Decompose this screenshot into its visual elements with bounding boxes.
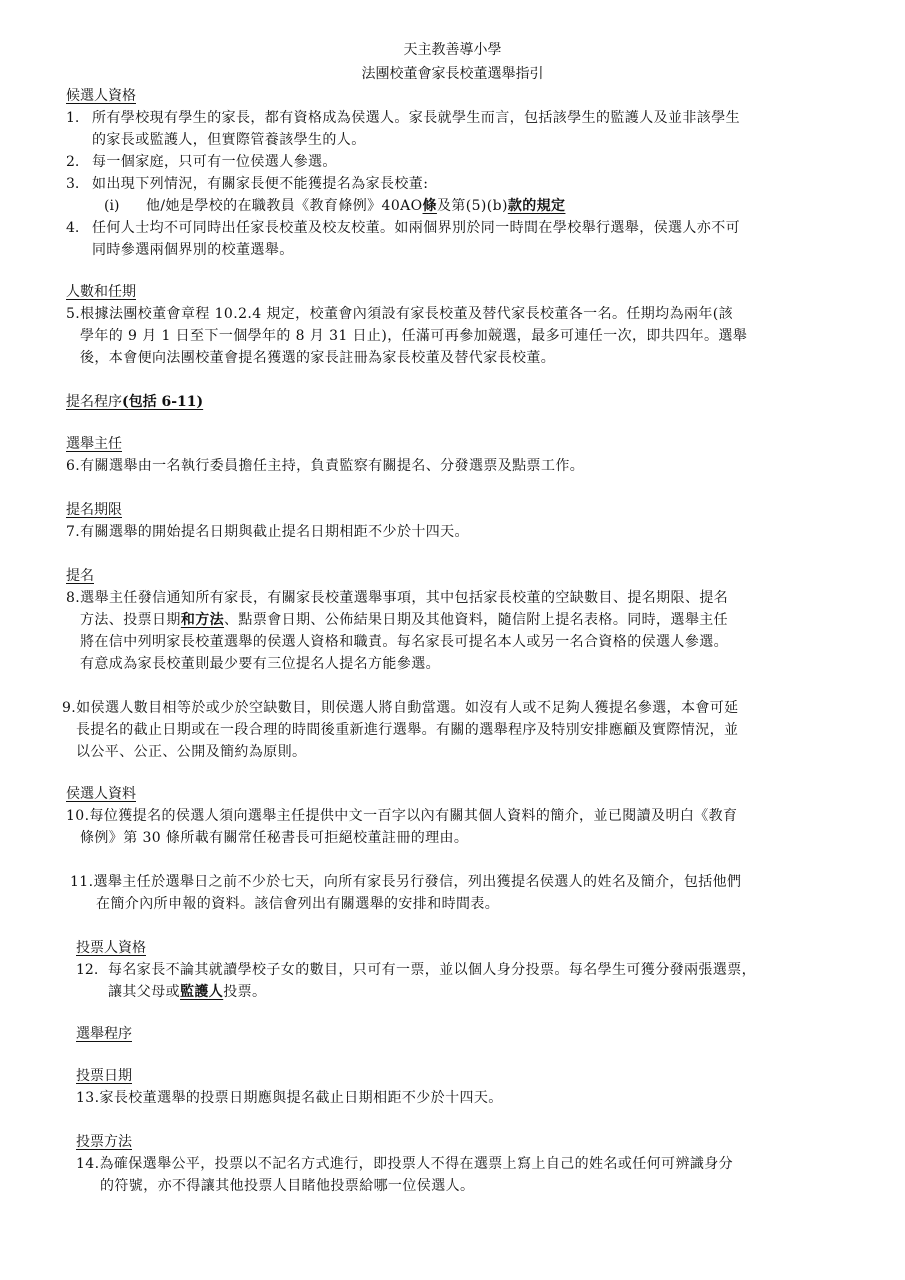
item-14-line-1: 14.為確保選舉公平，投票以不記名方式進行，即投票人不得在選票上寫上自己的姓名或任何可辨識身分	[76, 1156, 734, 1172]
item-3i-text-c: 及第(5)(b)	[436, 198, 508, 214]
item-8-line-2-b: 和方法	[180, 612, 225, 628]
item-12-line-1: 每名家長不論其就讀學校子女的數目，只可有一票，並以個人身分投票。每名學生可獲分發兩張選票，	[108, 962, 756, 978]
item-7: 7.有關選舉的開始提名日期與截止提名日期相距不少於十四天。	[66, 524, 469, 540]
section-heading-nomination: 提名	[66, 568, 94, 584]
item-9-line-1: 9.如侯選人數目相等於或少於空缺數目，則侯選人將自動當選。如沒有人或不足夠人獲提名參選，本會可延	[62, 700, 739, 716]
section-heading-candidate-qualification: 候選人資格	[66, 88, 136, 104]
item-3-line-1: 如出現下列情況，有關家長便不能獲提名為家長校董:	[92, 176, 429, 192]
item-5-line-2: 學年的 9 月 1 日至下一個學年的 8 月 31 日止)，任滿可再參加競選，最多可連任一次，即共四年。選舉	[80, 328, 748, 344]
section-heading-number-and-term: 人數和任期	[66, 284, 136, 300]
item-number: 1.	[66, 110, 80, 126]
section-heading-voter-qualification: 投票人資格	[76, 940, 146, 956]
section-heading-voting-date: 投票日期	[76, 1068, 132, 1084]
item-9-line-3: 以公平、公正、公開及簡約為原則。	[76, 744, 307, 760]
item-11-line-1: 11.選舉主任於選舉日之前不少於七天，向所有家長另行發信，列出獲提名侯選人的姓名及簡介，包括他們	[70, 874, 742, 890]
item-3i-line	[146, 196, 565, 216]
item-5-line-3: 後，本會便向法團校董會提名獲選的家長註冊為家長校董及替代家長校董。	[80, 350, 556, 366]
item-11-line-2: 在簡介內所申報的資料。該信會列出有關選舉的安排和時間表。	[96, 896, 500, 912]
section-heading-candidate-information: 侯選人資料	[66, 786, 136, 802]
item-10-line-1: 10.每位獲提名的侯選人須向選舉主任提供中文一百字以內有關其個人資料的簡介，並已閱讀及明白《教育	[66, 808, 738, 824]
nomination-procedure-range: (包括 6-11)	[122, 394, 204, 410]
item-3i-text-b: 條	[422, 198, 437, 214]
nomination-procedure-label: 提名程序	[66, 394, 122, 410]
subitem-number: (i)	[104, 198, 120, 214]
item-10-line-2: 條例》第 30 條所載有關常任秘書長可拒絕校董註冊的理由。	[80, 830, 469, 846]
item-5-line-1: 5.根據法團校董會章程 10.2.4 規定，校董會內須設有家長校董及替代家長校董各一名。任期均為兩年(該	[66, 306, 734, 322]
section-heading-election-procedure: 選舉程序	[76, 1026, 132, 1042]
section-heading-voting-method: 投票方法	[76, 1134, 132, 1150]
item-6: 6.有關選舉由一名執行委員擔任主持，負責監察有關提名、分發選票及點票工作。	[66, 458, 585, 474]
item-3i-text-a: 他/她是學校的在職教員《教育條例》40AO	[146, 198, 423, 214]
item-4-line-1: 任何人士均不可同時出任家長校董及校友校董。如兩個界別於同一時間在學校舉行選舉，侯選人亦不可	[92, 220, 740, 236]
item-8-line-2	[80, 610, 728, 630]
item-12-line-2-a: 讓其父母或	[108, 984, 180, 1000]
item-9-line-2: 長提名的截止日期或在一段合理的時間後重新進行選舉。有關的選舉程序及特別安排應顧及實際情況，並	[76, 722, 739, 738]
section-heading-returning-officer: 選舉主任	[66, 436, 122, 452]
section-heading-nomination-period: 提名期限	[66, 502, 122, 518]
item-8-line-4: 有意成為家長校董則最少要有三位提名人提名方能參選。	[80, 656, 440, 672]
item-number: 3.	[66, 176, 80, 192]
item-8-line-1: 8.選舉主任發信通知所有家長，有關家長校董選舉事項，其中包括家長校董的空缺數目、提名期限、提名	[66, 590, 729, 606]
item-8-line-3: 將在信中列明家長校董選舉的侯選人資格和職責。每名家長可提名本人或另一名合資格的侯選人參選。	[80, 634, 728, 650]
item-12-line-2-b: 監護人	[180, 984, 224, 1000]
item-number: 2.	[66, 154, 80, 170]
item-4-line-2: 同時參選兩個界別的校董選舉。	[92, 242, 294, 258]
item-12-line-2-c: 投票。	[223, 984, 267, 1000]
item-13: 13.家長校董選舉的投票日期應與提名截止日期相距不少於十四天。	[76, 1090, 503, 1106]
item-2-line-1: 每一個家庭，只可有一位侯選人參選。	[92, 154, 337, 170]
item-8-line-2-a: 方法、投票日期	[80, 612, 181, 628]
item-number: 12.	[76, 962, 99, 978]
item-12-line-2	[108, 982, 266, 1002]
item-14-line-2: 的符號，亦不得讓其他投票人目睹他投票給哪一位侯選人。	[100, 1178, 475, 1194]
item-1-line-1: 所有學校現有學生的家長，都有資格成為侯選人。家長就學生而言，包括該學生的監護人及並非該學生	[92, 110, 740, 126]
item-8-line-2-c: 、點票會日期、公佈結果日期及其他資料，隨信附上提名表格。同時，選舉主任	[224, 612, 729, 628]
section-heading-nomination-procedure	[66, 392, 203, 412]
item-3i-text-d: 款的規定	[507, 198, 566, 214]
item-1-line-2: 的家長或監護人，但實際管養該學生的人。	[92, 132, 366, 148]
school-title: 天主教善導小學	[403, 42, 502, 58]
item-number: 4.	[66, 220, 80, 236]
document-title: 法團校董會家長校董選舉指引	[361, 66, 544, 82]
